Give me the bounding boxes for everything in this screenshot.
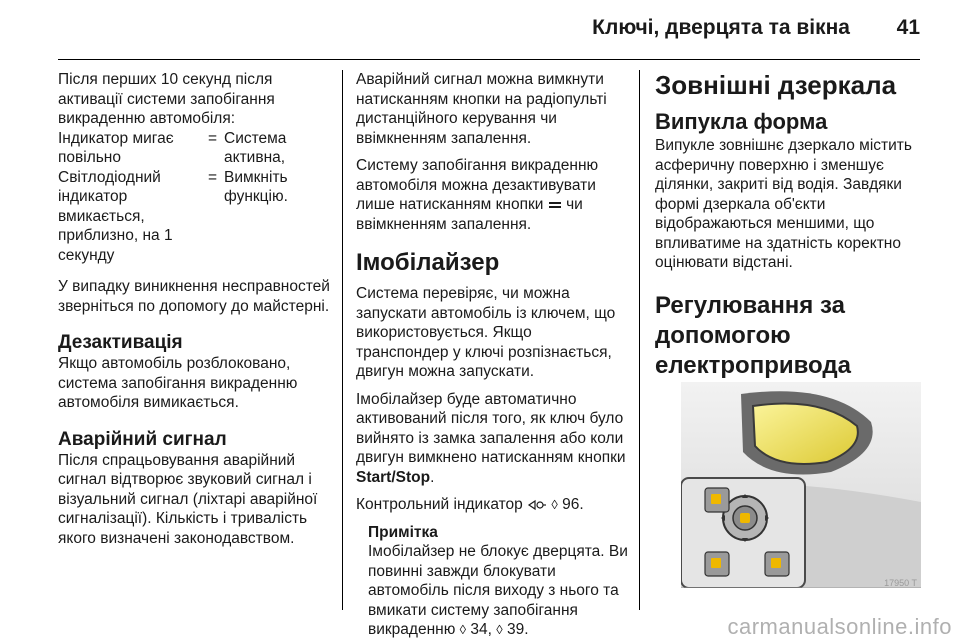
intro-text: Після перших 10 секунд після активації системи запобігання викраденню автомобіля: <box>58 71 275 127</box>
column-1 <box>58 70 330 556</box>
note-page-ref-1[interactable]: 34, <box>470 621 492 638</box>
indicator-page-ref[interactable]: 96. <box>562 496 584 513</box>
page-ref-icon: ◊ <box>459 622 467 637</box>
watermark: carmanualsonline.info <box>727 614 952 639</box>
fault-text: У випадку виникнення несправностей зверніться по допомогу до майстерні. <box>58 278 330 315</box>
mirror-adjust-figure <box>681 382 921 588</box>
convex-heading: Випукла форма <box>655 109 828 134</box>
alarm-text: Після спрацьовування аварійний сигнал відтворює звуковий сигнал і візуальний сигнал (ліхтарі аварійної сигналізації). Кількість і тривалість якого визначені законодавством. <box>58 451 318 547</box>
note-text <box>368 542 628 640</box>
indicator-state: Індикатор мигає повільно <box>58 129 174 166</box>
indicator-table <box>58 129 330 266</box>
window-switch <box>765 552 789 576</box>
equals-sign: = <box>208 168 218 186</box>
immobilizer-text-2: Імобілайзер буде автоматично активований після того, як ключ було вийнято із замка запалення або коли двигун вимкнено натисканням кнопки Start/Stop. <box>356 390 626 486</box>
header-title: Ключі, дверцята та вікна <box>592 16 850 39</box>
indicator-row <box>58 168 330 266</box>
column-2 <box>356 70 628 640</box>
adjust-heading-line-3: електропривода <box>655 351 851 379</box>
note-text-start: Імобілайзер не блокує дверцята. Ви повинні завжди блокувати автомобіль після виходу з нього та вмикати систему запобігання викраденню <box>368 543 628 638</box>
alarm-off-text: Аварійний сигнал можна вимкнути натисканням кнопки на радіопульті дистанційного керування чи ввімкненням запалення. <box>356 71 607 147</box>
mirror-adjust-illustration <box>681 382 921 588</box>
figure-code: 17950 T <box>884 578 917 588</box>
deactivate-text <box>356 156 628 234</box>
immobilizer-heading: Імобілайзер <box>356 249 500 276</box>
note-title: Примітка <box>368 523 438 541</box>
page-number: 41 <box>896 16 920 39</box>
column-divider-2 <box>639 70 640 610</box>
indicator-meaning: Вимкніть функцію. <box>224 168 288 205</box>
immobilizer-text-2-start: Імобілайзер буде автоматично активований після того, як ключ було вийнято із замка запалення або коли двигун вимкнено натисканням кнопки <box>356 390 626 466</box>
indicator-meaning: Система активна, <box>224 129 287 166</box>
note-page-ref-2[interactable]: 39. <box>507 621 529 638</box>
equals-sign: = <box>208 129 218 147</box>
adjust-heading-line-2: допомогою <box>655 321 791 349</box>
page-ref-icon: ◊ <box>496 622 503 637</box>
convex-text: Випукле зовнішнє дзеркало містить асферичну поверхню і зменшує ділянки, закриті від водія. Завдяки формі дзеркала об'єкти відображаються меншими, що впливатиме на здатність коректно оцінювати відстані. <box>655 137 912 271</box>
immobilizer-text-3-start: Контрольний індикатор <box>356 496 523 513</box>
immobilizer-text-1: Система перевіряє, чи можна запускати автомобіль із ключем, що використовується. Якщо транспондер у ключі розпізнається, двигун можна запускати. <box>356 285 616 380</box>
deactivation-text: Якщо автомобіль розблоковано, система запобігання викраденню автомобіля вимикається. <box>58 355 298 411</box>
column-3 <box>655 70 927 381</box>
adjust-heading <box>655 291 927 381</box>
immobilizer-key-icon <box>527 496 547 513</box>
immobilizer-text-3 <box>356 495 628 515</box>
alarm-heading: Аварійний сигнал <box>58 428 227 450</box>
start-stop-key: Start/Stop <box>356 468 431 486</box>
adjust-heading-line-1: Регулювання за <box>655 291 845 319</box>
deactivate-text-start: Систему запобігання викраденню автомобіля можна дезактивувати лише натисканням кнопки <box>356 157 599 213</box>
mirrors-heading: Зовнішні дзеркала <box>655 70 897 100</box>
column-divider-1 <box>342 70 343 610</box>
indicator-row <box>58 129 330 168</box>
page-ref-icon: ◊ <box>551 497 558 512</box>
window-switch <box>705 552 729 576</box>
deactivate-text-end: чи ввімкненням запалення. <box>356 196 583 233</box>
indicator-state: Світлодіодний індикатор вмикається, приблизно, на 1 секунду <box>58 168 173 264</box>
page-header <box>58 0 920 60</box>
deactivation-heading: Дезактивація <box>58 332 183 353</box>
lock-button-icon <box>548 196 562 213</box>
header-rule <box>58 59 920 60</box>
note-block <box>368 523 628 640</box>
window-switch <box>705 488 729 512</box>
